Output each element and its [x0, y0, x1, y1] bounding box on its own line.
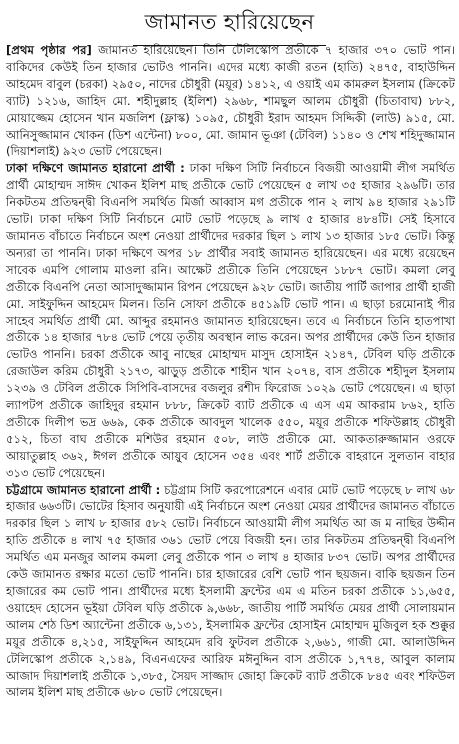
- subhead-chattogram: চট্টগ্রামে জামানত হারানো প্রার্থী :: [6, 482, 161, 497]
- article-body: [0, 42, 459, 701]
- paragraph-text: জামানত হারিয়েছেন। তিনি টেলিস্কোপ প্রতীকে ৭ হাজার ৩৭০ ভোট পান। বাকিদের কেউই তিন হাজার ভোটও পাননি। এদের মধ্যে কাজী রতন (হাতি) ২৪৭৫, বাহাউদ্দিন আহমেদ বাবুল (চরকা) ২৯৫০, নাদের চৌধুরী (ময়ূর) ১৪১২, এ ওয়াই এম কামরুল ইসলাম (ক্রিকেট ব্যাট) ১২১৬, জাহিদ মো. শহীদুল্লাহ (ইলিশ) ২৯৬৮, শামছুল আলম চৌধুরী (চিতাবাঘ) ৮৮২, মোয়াজ্জেম হোসেন খান মজলিশ (ফ্লাস্ক) ১০৯৫, চৌধুরী ইরাদ আহমদ সিদ্দিকী (লাউ) ৯১৫, মো. আনিসুজ্জামান খোকন (ডিশ এন্টেনা) ৮০০, মো. জামান ভূঞা (টেবিল) ১১৪০ ও শেখ শহিদুজ্জামান (দিয়াশলাই) ৯২৩ ভোট পেয়েছেন।: [6, 43, 455, 159]
- continuation-label: [প্রথম পৃষ্ঠার পর]: [6, 43, 92, 57]
- paragraph-2: [6, 160, 455, 481]
- headline: জামানত হারিয়েছেন: [133, 4, 327, 46]
- paragraph-text: চট্টগ্রাম সিটি করপোরেশনে এবার মোট ভোট পড়েছে ৮ লাখ ৬৮ হাজার ৬৬৩টি। ভোটের হিসাব অনুযায়ী এই নির্বাচনে অংশ নেওয়া মেয়র প্রার্থীদের জামানত বাঁচাতে দরকার ছিল ১ লাখ ৮ হাজার ৫৮২ ভোট। নির্বাচনে আওয়ামী লীগ সমর্থিত আ জ ম নাছির উদ্দীন হাতি প্রতীকে ৪ লাখ ৭৫ হাজার ৩৬১ ভোট পেয়ে বিজয়ী হন। তার নিকটতম প্রতিদ্বন্দ্বী বিএনপি সমর্থিত এম মনজুর আলম কমলা লেবু প্রতীকে পান ৩ লাখ ৪ হাজার ৮৩৭ ভোট। অপর প্রার্থীদের কেউ জামানত রক্ষার মতো ভোট পাননি। চার হাজারের বেশি ভোট পান ছয়জন। বাকি ছয়জন তিন হাজারের কম ভোট পান। প্রার্থীদের মধ্যে ইসলামী ফ্রন্টের এম এ মতিন চরকা প্রতীকে ১১,৬৫৫, ওয়াহেদ হোসেন ভূইয়া টেবিল ঘড়ি প্রতীকে ৯,৬৬৮, জাতীয় পার্টি সমর্থিত মেয়র প্রার্থী সোলায়মান আলম শেঠ ডিশ অ্যান্টেনা প্রতীকে ৬,১৩১, ইসলামিক ফ্রন্টের হোসাইন মোহাম্মদ মুজিবুল হক শুক্কুর ময়ূর প্রতীকে ৪,২১৫, সাইফুদ্দিন আহমেদ রবি ফুটবল প্রতীকে ২,৬৬১, গাজী মো. আলাউদ্দিন টেলিস্কোপ প্রতীকে ২,১৪৯, বিএনএফের আরিফ মঈনুদ্দিন বাস প্রতীকে ১,৭৭৪, আবুল কালাম আজাদ দিয়াশলাই প্রতীকে ১,৩৮৫, সৈয়দ সাজ্জাদ জোহা ক্রিকেট ব্যাট প্রতীকে ৮৪৫ এবং শফিউল আলম ইলিশ মাছ প্রতীকে ৬৮০ ভোট পেয়েছেন।: [6, 482, 456, 700]
- paragraph-1: [6, 42, 455, 160]
- paragraph-3: [6, 482, 455, 702]
- paragraph-text: ঢাকা দক্ষিণ সিটি নির্বাচনে বিজয়ী আওয়ামী লীগ সমর্থিত প্রার্থী মোহাম্মদ সাঈদ খোকন ইলিশ মাছ প্রতীকে ভোট পেয়েছেন ৫ লাখ ৩৫ হাজার ২৯৬টি। তার নিকটতম প্রতিদ্বন্দ্বী বিএনপি সমর্থিত মির্জা আব্বাস মগ প্রতীকে পান ২ লাখ ৯৪ হাজার ২৯১টি ভোট। ঢাকা দক্ষিণ সিটি নির্বাচনে মোট ভোট পড়েছে ৯ লাখ ৫ হাজার ৪৮৪টি। সেই হিসাবে জামানত বাঁচাতে নির্বাচনে অংশ নেওয়া প্রার্থীদের দরকার ছিল ১ লাখ ১৩ হাজার ১৮৫ ভোট। কিন্তু অন্যরা তা পাননি। ঢাকা দক্ষিণে অপর ১৮ প্রার্থীর সবাই জামানত হারিয়েছেন। এর মধ্যে রয়েছেন সাবেক এমপি গোলাম মাওলা রনি। আক্ষেট প্রতীকে তিনি পেয়েছেন ১৮৮৭ ভোট। কমলা লেবু প্রতীকে বিএনপি নেতা আসাদুজ্জামান রিপন পেয়েছেন ৯২৮ ভোট। জাতীয় পার্টি জাপার প্রার্থী হাজী মো. সাইফুদ্দিন আহমেদ মিলন। তিনি সোফা প্রতীকে ৪৫১৯টি ভোট পান। এ ছাড়া চরমোনাই পীর সাহেব সমর্থিত প্রার্থী মো. আব্দুর রহমানও জামানত হারিয়েছেন। তবে এ নির্বাচনে তিনি হাতপাখা প্রতীকে ১৪ হাজার ৭৮৪ ভোট পেয়ে তৃতীয় অবস্থান লাভ করেন। অপর প্রার্থীদের কেউ তিন হাজার ভোটও পাননি। চরকা প্রতীকে আবু নাছের মোহাম্মদ মাসুদ হোসাইন ২১৪৭, টেবিল ঘড়ি প্রতীকে রেজাউল করিম চৌধুরী ২১৭৩, ঝাড়ুড় প্রতীকে শাহীন খান ২০৭৪, বাস প্রতীকে শহীদুল ইসলাম ১২৩৯ ও টেবিল প্রতীকে সিপিবি-বাসদের বজলুর রশীদ ফিরোজ ১০২৯ ভোট পেয়েছেন। এ ছাড়া ল্যাপটপ প্রতীকে জাহিদুর রহমান ৮৮৮, ক্রিকেট ব্যাট প্রতীকে এ এস এম আকরাম ৮৬২, হাতি প্রতীকে দিলীপ ভদ্র ৬৬৯, কেক প্রতীকে আবদুল খালেক ৫৫০, ময়ূর প্রতীকে শফিউল্লাহ চৌধুরী ৫১২, চিতা বাঘ প্রতীকে মশিউর রহমান ৫০৮, লাউ প্রতীকে মো. আকতারুজ্জামান ওরফে আয়াতুল্লাহ ৩৬২, ঈগল প্রতীকে আয়ুব হোসেন ৩৫৪ এবং শার্ট প্রতীকে বাহরানে সুলতান বাহার ৩১৩ ভোট পেয়েছেন।: [6, 161, 455, 480]
- headline-area: [0, 0, 459, 42]
- subhead-dhaka-south: ঢাকা দক্ষিণে জামানত হারানো প্রার্থী :: [6, 161, 185, 176]
